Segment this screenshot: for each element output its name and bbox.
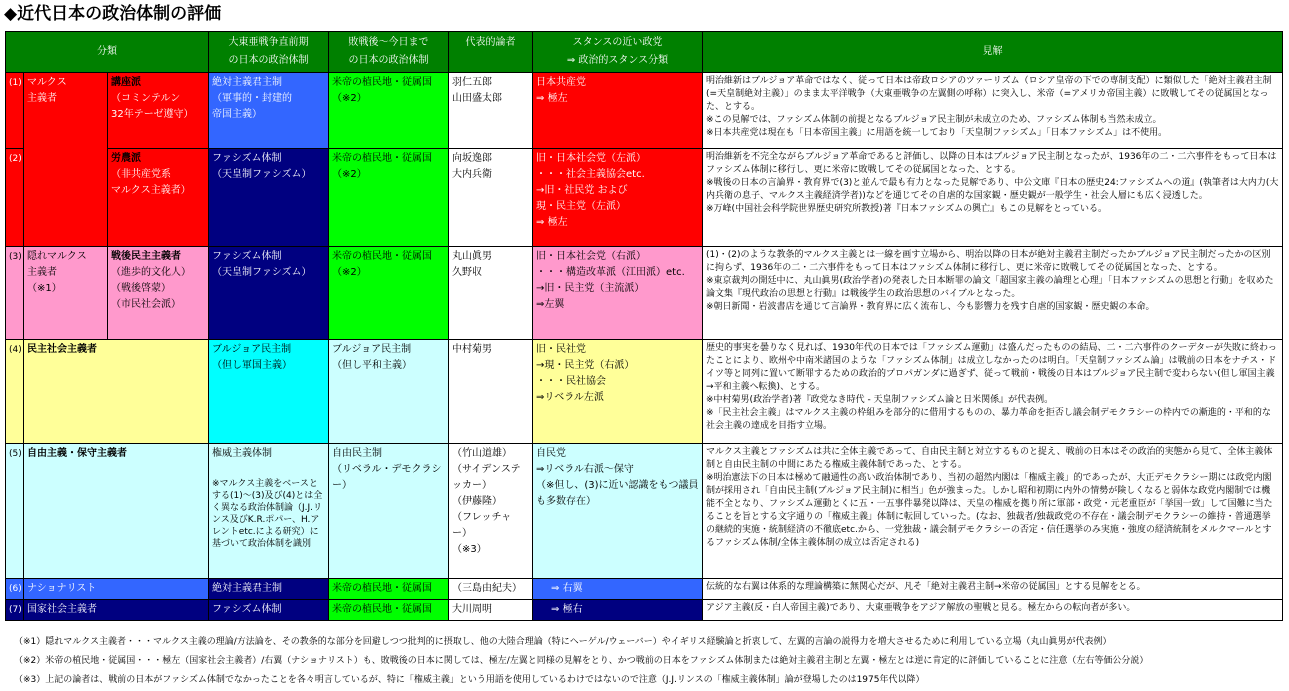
footnote: （※2）米帝の植民地・従属国・・・極左（国家社会主義者）/右翼（ナショナリスト）も、敗戦後の日本に関しては、極左/左翼と同様の見解をとり、かつ戦前の日本をファシズム体制または絶対主義君主制と左翼・極左とは逆に肯定的に評価していることに注意（左右等価公分説） (14, 656, 1149, 666)
school-sub: （コミンテルン 32年テーゼ遵守） (111, 93, 194, 120)
post-war-cell: ブルジョア民主制 （但し平和主義） (329, 340, 449, 444)
parties-cell: 自民党 ⇒リベラル右派～保守 （※但し、(3)に近い認識をもつ議員も多数存在） (533, 444, 703, 579)
group-label: 自由主義・保守主義者 (24, 444, 209, 579)
school-sub: （非共産党系 マルクス主義者） (111, 169, 191, 196)
parties-cell: 日本共産党 ⇒ 極左 (533, 73, 703, 149)
view-cell: 歴史的事実を曇りなく見れば、1930年代の日本では「ファシズム運動」は盛んだったものの結局、二・二六事件のクーデターが失敗に終わったことにより、欧州や中南米諸国のような「ファシズム体制」は成立しなかったのは明白。「天皇制ファシズム論」は戦前の日本をナチス・ドイツ等と同列に置いて断罪するための政治的プロパガンダに過ぎず、従って戦前・戦後の日本はブルジョア民主制で変わらない(但し軍国主義→平和主義へ転換)、とする。 ※中村菊男(政治学者)著『政党なき時代 - 天皇制ファシズム論と日米関係』が代表例。 ※「民主社会主義」はマルクス主義の枠組みを部分的に借用するものの、暴力革命を拒否し議会制デモクラシーの枠内での漸進的・平和的な社会主義の達成を目指す立場。 (703, 340, 1283, 444)
group-label: 国家社会主義者 (24, 600, 209, 621)
header-pre-war: 大東亜戦争直前期 の日本の政治体制 (209, 32, 329, 73)
school-name: 講座派 (111, 77, 141, 88)
view-cell: マルクス主義とファシズムは共に全体主義であって、自由民主制と対立するものと捉え、戦前の日本はその政治的実態から見て、全体主義体制と自由民主制の中間にあたる権威主義体制であった、とする。 ※明治憲法下の日本は極めて融通性の高い政治体制であり、当初の超然内閣は「権威主義」的であったが、大正デモクラシー期には政党内閣制が採用され「自由民主制(ブルジョア民主制)に相当」色が強まった。しかし昭和初期に内外の情勢が険しくなると弱体な政党内閣制では機能不全となり、ファシズム運動とくに五・一五事件暴発以降は、天皇の権威を拠り所に軍部・政党・元老重臣が「挙国一致」して国難に当たることを旨とする文字通りの「権威主義」体制に転回していった。(なお、独裁者/独裁政党の不存在・議会制デモクラシーの維持・普通選挙の継続的実施・統制経済の不徹底etc.から、一党独裁・議会制デモクラシーの否定・信任選挙のみ実施・強度の経済統制をメルクマールとするファシズム体制/全体主義体制の成立は否定される) (703, 444, 1283, 579)
theorists-cell: 中村菊男 (449, 340, 533, 444)
header-parties: スタンスの近い政党 ⇒ 政治的スタンス分類 (533, 32, 703, 73)
table-row (6, 247, 1283, 340)
school-cell (108, 73, 209, 149)
pre-war-cell: ファシズム体制 （天皇制ファシズム） (209, 247, 329, 340)
parties-cell: 旧・民社党 →現・民主党（右派） ・・・民社協会 ⇒リベラル左派 (533, 340, 703, 444)
school-name: 労農派 (111, 153, 141, 164)
theorists-cell: 大川周明 (449, 600, 533, 621)
school-cell (108, 149, 209, 247)
post-war-cell: 米帝の植民地・従属国 （※2） (329, 73, 449, 149)
table-row (6, 579, 1283, 600)
pre-war-cell (209, 444, 329, 579)
theorists-cell: （三島由紀夫） (449, 579, 533, 600)
view-cell: (1)・(2)のような教条的マルクス主義とは一線を画す立場から、明治以降の日本が絶対主義君主制だったかブルジョア民主制だったかの区別に拘らず、1936年の二・二六事件をもって日本はファシズム体制に移行し、更に米帝に敗戦してその従属国となった、とする。 ※東京裁判の開廷中に、丸山眞男(政治学者)の発表した日本断罪の論文「超国家主義の論理と心理」「日本ファシズムの思想と行動」を収めた論文集『現代政治の思想と行動』は戦後学生の政治思想のバイブルとなった。 ※朝日新聞・岩波書店を通じて言論界・教育界に広く流布し、今も影響力を残す自虐的国家観・歴史観の本命。 (703, 247, 1283, 340)
view-cell: 明治維新を不完全ながらブルジョア革命であると評価し、以降の日本はブルジョア民主制となったが、1936年の二・二六事件をもって日本はファシズム体制に移行し、更に米帝に敗戦してその従属国となった、とする。 ※戦後の日本の言論界・教育界で(3)と並んで最も有力となった見解であり、中公文庫『日本の歴史24:ファシズムへの道』(執筆者は大内力(大内兵衛の息子、マルクス主義経済学者))などを通じてその自虐的な国家観・歴史観が一般学生・社会人層にも広く浸透した。 ※万峰(中国社会科学院世界歴史研究所教授)著『日本ファシズムの興亡』もこの見解をとっている。 (703, 149, 1283, 247)
group-label: 隠れマルクス 主義者 （※1） (24, 247, 108, 340)
table-row (6, 149, 1283, 247)
header-post-war: 敗戦後～今日まで の日本の政治体制 (329, 32, 449, 73)
row-number: (4) (6, 340, 24, 444)
parties-cell: ⇒ 極右 (533, 600, 703, 621)
footnote: （※1）隠れマルクス主義者・・・マルクス主義の理論/方法論を、その教条的な部分を回避しつつ批判的に摂取し、他の大陸合理論（特にヘーゲル/ウェーバー）やイギリス経験論と折衷して、左翼的言論の説得力を増大させるために利用している立場（丸山眞男が代表例） (14, 637, 1112, 647)
group-label: ナショナリスト (24, 579, 209, 600)
row-number: (2) (6, 149, 24, 247)
post-war-cell: 自由民主制 （リベラル・デモクラシー） (329, 444, 449, 579)
school-name: 戦後民主主義者 (111, 251, 181, 262)
post-war-cell: 米帝の植民地・従属国 （※2） (329, 149, 449, 247)
pre-war-cell: ブルジョア民主制 （但し軍国主義） (209, 340, 329, 444)
pre-war-note: ※マルクス主義をベースとする(1)～(3)及び(4)とは全く異なる政治体制論（J.J.リンス及びK.R.ポパー、H.アレントetc.による研究）に基づいて政治体制を識別 (212, 479, 323, 549)
view-cell: アジア主義(反・白人帝国主義)であり、大東亜戦争をアジア解放の聖戦と見る。極左からの転向者が多い。 (703, 600, 1283, 621)
table-row (6, 73, 1283, 149)
theorists-cell: 羽仁五郎 山田盛太郎 (449, 73, 533, 149)
row-number: (6) (6, 579, 24, 600)
header-views: 見解 (703, 32, 1283, 73)
row-number: (7) (6, 600, 24, 621)
group-label: マルクス 主義者 (24, 73, 108, 247)
footnote: （※3）上記の論者は、戦前の日本がファシズム体制でなかったことを各々明言しているが、特に「権威主義」という用語を使用しているわけではないので注意（J.J.リンスの「権威主義体制」論が登場したのは1975年代以降） (14, 675, 925, 685)
post-war-cell: 米帝の植民地・従属国 (329, 600, 449, 621)
header-classification: 分類 (6, 32, 209, 73)
pre-war-cell: ファシズム体制 (209, 600, 329, 621)
header-row (6, 32, 1283, 73)
view-cell: 伝統的な右翼は体系的な理論構築に無関心だが、凡そ「絶対主義君主制→米帝の従属国」とする見解をとる。 (703, 579, 1283, 600)
school-sub: （進歩的文化人） （戦後啓蒙） （市民社会派） (111, 267, 191, 310)
theorists-cell: 向坂逸郎 大内兵衛 (449, 149, 533, 247)
school-cell (108, 247, 209, 340)
view-cell: 明治維新はブルジョア革命ではなく、従って日本は帝政ロシアのツァーリズム（ロシア皇帝の下での専制支配）に類似した「絶対主義君主制(=天皇制絶対主義）」のまま太平洋戦争（大東亜戦争の左翼側の呼称）に突入し、米帝（=アメリカ帝国主義）に敗戦してその従属国となった、とする。 ※この見解では、ファシズム体制の前提となるブルジョア民主制が未成立のため、ファシズム体制も当然未成立。 ※日本共産党は現在も「日本帝国主義」に用語を統一しており「天皇制ファシズム」「日本ファシズム」は不使用。 (703, 73, 1283, 149)
post-war-cell: 米帝の植民地・従属国 （※2） (329, 247, 449, 340)
parties-cell: ⇒ 右翼 (533, 579, 703, 600)
table-row (6, 340, 1283, 444)
evaluation-table (5, 31, 1283, 621)
parties-cell: 旧・日本社会党（左派） ・・・社会主義協会etc. →旧・社民党 および 現・民主党（左派） ⇒ 極左 (533, 149, 703, 247)
footnotes (14, 633, 1282, 690)
pre-war-cell: 絶対主義君主制 （軍事的・封建的 帝国主義） (209, 73, 329, 149)
theorists-cell: 丸山眞男 久野収 (449, 247, 533, 340)
page-title: ◆近代日本の政治体制の評価 (4, 4, 222, 24)
theorists-cell: （竹山道雄） （サイデンステッカー） （伊藤隆） （フレッチャー） （※3） (449, 444, 533, 579)
group-label: 民主社会主義者 (24, 340, 209, 444)
table-row (6, 600, 1283, 621)
header-theorists: 代表的論者 (449, 32, 533, 73)
row-number: (3) (6, 247, 24, 340)
post-war-cell: 米帝の植民地・従属国 (329, 579, 449, 600)
pre-war-cell: 絶対主義君主制 (209, 579, 329, 600)
row-number: (5) (6, 444, 24, 579)
pre-war-label: 権威主義体制 (212, 448, 273, 459)
row-number: (1) (6, 73, 24, 149)
pre-war-cell: ファシズム体制 （天皇制ファシズム） (209, 149, 329, 247)
table-row (6, 444, 1283, 579)
parties-cell: 旧・日本社会党（右派） ・・・構造改革派（江田派）etc. →旧・民主党（主流派） ⇒左翼 (533, 247, 703, 340)
